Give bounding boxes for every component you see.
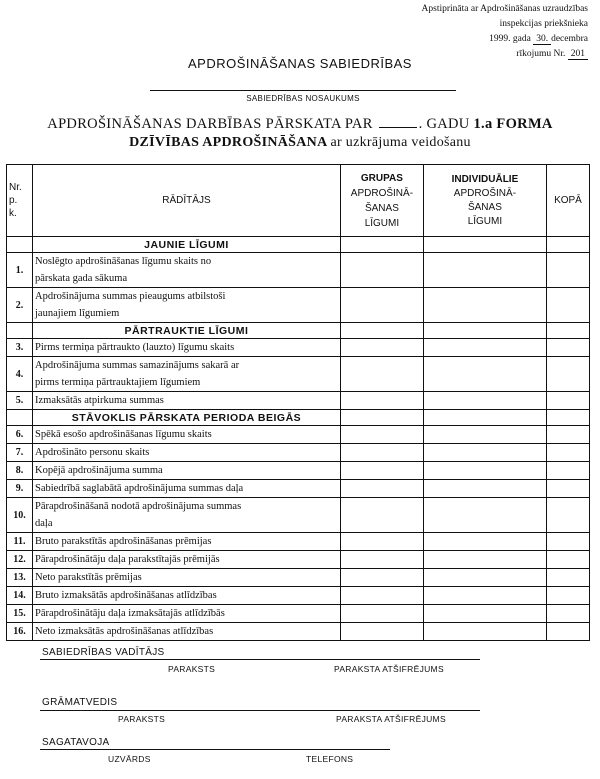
data-cell[interactable]	[340, 323, 423, 339]
report-title	[0, 116, 600, 133]
data-cell[interactable]	[546, 357, 589, 392]
row-number: 2.	[7, 288, 33, 323]
table-row	[7, 587, 590, 605]
col-group-line: GRUPAS	[360, 172, 403, 184]
head-label: SABIEDRĪBAS VADĪTĀJS	[42, 647, 165, 658]
data-cell[interactable]	[340, 392, 423, 410]
row-label: Kopējā apdrošinājuma summa	[33, 462, 341, 480]
table-row	[7, 357, 590, 392]
approval-note	[368, 2, 588, 62]
subtitle-normal: ar uzkrājuma veidošanu	[330, 135, 471, 150]
row-label: Neto izmaksātās apdrošināšanas atlīdzības	[33, 623, 341, 641]
section-empty-cell	[7, 410, 33, 426]
row-label	[33, 253, 341, 288]
approval-line-1: Apstiprināta ar Apdrošināšanas uzraudzības	[421, 4, 588, 14]
section-title: STĀVOKLIS PĀRSKATA PERIODA BEIGĀS	[33, 410, 341, 426]
row-label-line: Pārapdrošināšanā nodotā apdrošinājuma summas	[35, 501, 242, 512]
row-number: 16.	[7, 623, 33, 641]
table-row	[7, 426, 590, 444]
row-number: 11.	[7, 533, 33, 551]
row-number: 1.	[7, 253, 33, 288]
data-cell[interactable]	[546, 253, 589, 288]
section-empty-cell	[7, 237, 33, 253]
row-number: 15.	[7, 605, 33, 623]
head-decode-caption: PARAKSTA ATŠIFRĒJUMS	[334, 664, 444, 674]
data-cell[interactable]	[423, 410, 546, 426]
table-row	[7, 533, 590, 551]
data-cell[interactable]	[546, 444, 589, 462]
row-label: Neto parakstītās prēmijas	[33, 569, 341, 587]
data-cell[interactable]	[546, 480, 589, 498]
data-cell[interactable]	[546, 551, 589, 569]
row-label: Bruto izmaksātās apdrošināšanas atlīdzības	[33, 587, 341, 605]
data-cell[interactable]	[340, 605, 423, 623]
row-number: 13.	[7, 569, 33, 587]
row-label: Apdrošināto personu skaits	[33, 444, 341, 462]
prepared-line[interactable]	[40, 749, 390, 750]
company-name-label: SABIEDRĪBAS NOSAUKUMS	[246, 94, 360, 103]
col-group-line: ŠANAS	[364, 202, 399, 214]
col-individual-line: APDROŠINĀ-	[453, 187, 517, 199]
table-header-row	[7, 165, 590, 237]
table-row	[7, 569, 590, 587]
data-cell[interactable]	[546, 462, 589, 480]
accountant-decode-caption: PARAKSTA ATŠIFRĒJUMS	[336, 714, 446, 724]
data-cell[interactable]	[423, 444, 546, 462]
row-label: Pārapdrošinātāju daļa parakstītajās prēmijās	[33, 551, 341, 569]
section-row	[7, 237, 590, 253]
table-row	[7, 253, 590, 288]
row-number: 14.	[7, 587, 33, 605]
row-number: 12.	[7, 551, 33, 569]
row-label-line: Apdrošinājuma summas pieaugums atbilstoši	[35, 291, 226, 302]
year-blank-field[interactable]	[379, 127, 417, 128]
row-label-line: daļa	[35, 518, 53, 529]
col-individual-line: LĪGUMI	[467, 215, 503, 227]
row-label-line: pirms termiņa pārtrauktajiem līgumiem	[35, 377, 201, 388]
data-cell[interactable]	[423, 480, 546, 498]
data-cell[interactable]	[340, 587, 423, 605]
data-cell[interactable]	[423, 551, 546, 569]
accountant-label: GRĀMATVEDIS	[42, 697, 118, 708]
data-cell[interactable]	[546, 339, 589, 357]
row-number: 5.	[7, 392, 33, 410]
row-number: 4.	[7, 357, 33, 392]
row-label: Pirms termiņa pārtraukto (lauzto) līgumu skaits	[33, 339, 341, 357]
approval-order-number: 201	[568, 49, 588, 60]
prepared-label: SAGATAVOJA	[42, 737, 110, 748]
col-nr-line: k.	[9, 208, 17, 219]
data-cell[interactable]	[340, 410, 423, 426]
data-cell[interactable]	[546, 392, 589, 410]
data-cell[interactable]	[423, 253, 546, 288]
table-row	[7, 392, 590, 410]
data-cell[interactable]	[546, 587, 589, 605]
row-label	[33, 288, 341, 323]
row-number: 7.	[7, 444, 33, 462]
table-row	[7, 288, 590, 323]
table-row	[7, 339, 590, 357]
company-name-field[interactable]	[150, 90, 456, 103]
approval-date	[368, 32, 588, 47]
data-cell[interactable]	[340, 426, 423, 444]
data-cell[interactable]	[546, 569, 589, 587]
data-cell[interactable]	[340, 569, 423, 587]
data-cell[interactable]	[423, 587, 546, 605]
col-individual-header	[423, 165, 546, 237]
data-cell[interactable]	[423, 392, 546, 410]
row-label-line: pārskata gada sākuma	[35, 273, 128, 284]
row-number: 6.	[7, 426, 33, 444]
data-cell[interactable]	[423, 569, 546, 587]
section-row	[7, 323, 590, 339]
approval-year: 1999.	[489, 34, 511, 44]
row-label-line: Noslēgto apdrošināšanas līgumu skaits no	[35, 256, 212, 267]
data-cell[interactable]	[546, 288, 589, 323]
form-label: 1.a FORMA	[473, 116, 553, 132]
table-row	[7, 444, 590, 462]
data-cell[interactable]	[340, 253, 423, 288]
data-cell[interactable]	[340, 357, 423, 392]
data-cell[interactable]	[423, 533, 546, 551]
data-cell[interactable]	[546, 498, 589, 533]
data-cell[interactable]	[423, 237, 546, 253]
data-cell[interactable]	[423, 605, 546, 623]
approval-month: decembra	[551, 34, 588, 44]
col-nr-line: Nr.	[9, 182, 22, 193]
data-cell[interactable]	[423, 462, 546, 480]
table-row	[7, 605, 590, 623]
row-label-line: Apdrošinājuma summas samazinājums sakarā ar	[35, 360, 240, 371]
data-cell[interactable]	[340, 237, 423, 253]
row-label	[33, 357, 341, 392]
col-total-header: KOPĀ	[546, 165, 589, 237]
data-cell[interactable]	[546, 426, 589, 444]
col-group-header	[340, 165, 423, 237]
title-prefix: APDROŠINĀŠANAS DARBĪBAS PĀRSKATA PAR	[47, 116, 373, 132]
data-cell[interactable]	[340, 462, 423, 480]
data-cell[interactable]	[423, 498, 546, 533]
row-label-line: jaunajiem līgumiem	[35, 308, 120, 319]
section-row	[7, 410, 590, 426]
data-cell[interactable]	[340, 444, 423, 462]
row-label: Bruto parakstītās apdrošināšanas prēmijas	[33, 533, 341, 551]
row-number: 8.	[7, 462, 33, 480]
title-suffix: . GADU	[418, 116, 470, 132]
data-cell[interactable]	[546, 533, 589, 551]
head-signature-caption: PARAKSTS	[168, 664, 216, 674]
accountant-signature-line[interactable]	[40, 710, 480, 711]
section-empty-cell	[7, 323, 33, 339]
table-row	[7, 480, 590, 498]
data-cell[interactable]	[423, 426, 546, 444]
data-cell[interactable]	[546, 623, 589, 641]
report-table	[6, 164, 590, 641]
data-cell[interactable]	[340, 480, 423, 498]
data-cell[interactable]	[340, 339, 423, 357]
col-group-line: APDROŠINĀ-	[350, 187, 414, 199]
data-cell[interactable]	[546, 605, 589, 623]
row-number: 10.	[7, 498, 33, 533]
head-signature-line[interactable]	[40, 659, 480, 660]
approval-order-label: rīkojumu Nr.	[516, 49, 566, 59]
row-label: Spēkā esošo apdrošināšanas līgumu skaits	[33, 426, 341, 444]
row-label	[33, 498, 341, 533]
prepared-surname-caption: UZVĀRDS	[108, 754, 151, 764]
data-cell[interactable]	[423, 357, 546, 392]
data-cell[interactable]	[546, 410, 589, 426]
table-row	[7, 462, 590, 480]
data-cell[interactable]	[340, 623, 423, 641]
company-heading: APDROŠINĀŠANAS SABIEDRĪBAS	[188, 56, 412, 71]
section-title: JAUNIE LĪGUMI	[33, 237, 341, 253]
data-cell[interactable]	[423, 623, 546, 641]
accountant-signature-caption: PARAKSTS	[118, 714, 166, 724]
table-row	[7, 551, 590, 569]
col-nr-header	[7, 165, 33, 237]
col-indicator-header: RĀDĪTĀJS	[33, 165, 341, 237]
data-cell[interactable]	[340, 551, 423, 569]
section-title: PĀRTRAUKTIE LĪGUMI	[33, 323, 341, 339]
subtitle-bold: DZĪVĪBAS APDROŠINĀŠANA	[129, 135, 327, 150]
col-group-line: LĪGUMI	[364, 217, 400, 229]
row-label: Izmaksātās atpirkuma summas	[33, 392, 341, 410]
table-row	[7, 498, 590, 533]
data-cell[interactable]	[340, 533, 423, 551]
prepared-phone-caption: TELEFONS	[306, 754, 354, 764]
row-label: Pārapdrošinātāju daļa izmaksātajās atlīdzībās	[33, 605, 341, 623]
data-cell[interactable]	[340, 498, 423, 533]
col-individual-line: INDIVIDUĀLIE	[451, 173, 519, 185]
data-cell[interactable]	[423, 323, 546, 339]
data-cell[interactable]	[546, 237, 589, 253]
approval-day: 30.	[533, 34, 551, 45]
row-number: 9.	[7, 480, 33, 498]
col-nr-line: p.	[9, 195, 18, 206]
approval-gada: gada	[512, 34, 531, 44]
table-row	[7, 623, 590, 641]
data-cell[interactable]	[423, 339, 546, 357]
data-cell[interactable]	[546, 323, 589, 339]
col-individual-line: ŠANAS	[467, 201, 502, 213]
approval-line-2: inspekcijas priekšnieka	[499, 19, 588, 29]
row-number: 3.	[7, 339, 33, 357]
report-subtitle	[0, 135, 600, 151]
row-label: Sabiedrībā saglabātā apdrošinājuma summas daļa	[33, 480, 341, 498]
data-cell[interactable]	[423, 288, 546, 323]
data-cell[interactable]	[340, 288, 423, 323]
